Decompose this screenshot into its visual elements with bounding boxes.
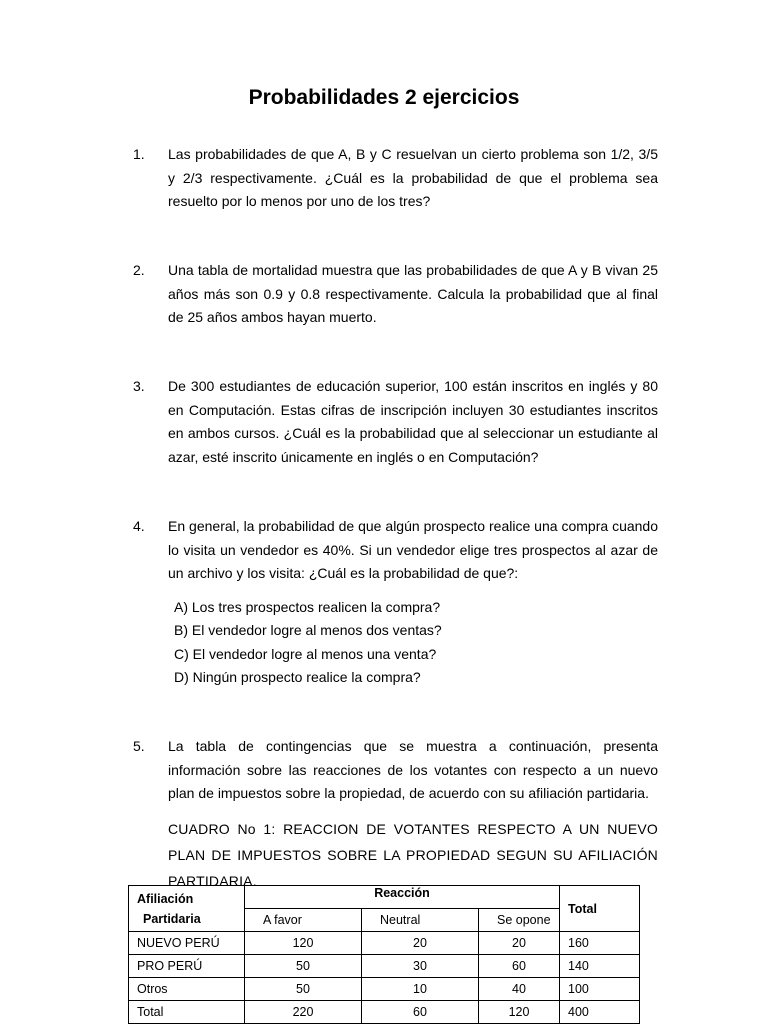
table-header-row [129,886,640,909]
exercise-text: De 300 estudiantes de educación superior, 100 están inscritos en inglés y 80 en Computación. Estas cifras de inscripción incluyen 30 estudiantes inscritos en ambos cursos. ¿Cuál es la probabilidad que al seleccionar un estudiante al azar, esté inscrito únicamente en inglés o en Computación? [168,378,658,465]
exercise-number: 3. [133,378,145,394]
cell-a-favor: 220 [245,1001,362,1024]
cell-total: 100 [560,978,640,1001]
subheader-neutral: Neutral [362,909,479,932]
row-label: Otros [129,978,245,1001]
row-label: PRO PERÚ [129,955,245,978]
table-row [129,955,640,978]
cell-se-opone: 60 [479,955,560,978]
exercise-text: En general, la probabilidad de que algún prospecto realice una compra cuando lo visita un vendedor es 40%. Si un vendedor elige tres prospectos al azar de un archivo y los visita: ¿Cuál es la probabilidad de que?: [168,518,658,581]
header-total: Total [560,886,640,932]
exercise-number: 4. [133,518,145,534]
cell-neutral: 20 [362,932,479,955]
contingency-table [128,885,640,1024]
exercise-options [174,596,658,690]
cell-a-favor: 50 [245,978,362,1001]
table-row [129,932,640,955]
header-affiliation-line-1: Afiliación [137,891,194,906]
exercise-text: Las probabilidades de que A, B y C resuelvan un cierto problema son 1/2, 3/5 y 2/3 respectivamente. ¿Cuál es la probabilidad de que el problema sea resuelto por lo menos por uno de los tres? [168,146,658,209]
cell-total: 400 [560,1001,640,1024]
cell-neutral: 60 [362,1001,479,1024]
header-affiliation [129,886,245,932]
row-label: Total [129,1001,245,1024]
header-reaction: Reacción [245,886,560,909]
cell-se-opone: 40 [479,978,560,1001]
option-item: A) Los tres prospectos realicen la compra? [174,598,441,615]
exercise-2 [133,259,658,330]
table-row [129,978,640,1001]
subheader-se-opone: Se opone [479,909,560,932]
exercise-number: 1. [133,146,145,162]
option-item: B) El vendedor logre al menos dos ventas? [174,622,442,638]
cell-total: 140 [560,955,640,978]
cell-se-opone: 20 [479,932,560,955]
option-item: C) El vendedor logre al menos una venta? [174,645,437,662]
header-affiliation-line-2: Partidaria [143,911,201,926]
document-title: Probabilidades 2 ejercicios [248,86,520,109]
cell-a-favor: 120 [245,932,362,955]
subheader-a-favor: A favor [245,909,362,932]
exercise-text: La tabla de contingencias que se muestra a continuación, presenta información sobre las reacciones de los votantes con respecto a un nuevo plan de impuestos sobre la propiedad, de acuerdo con su afiliación partidaria. [168,738,658,801]
row-label: NUEVO PERÚ [129,932,245,955]
exercise-number: 2. [133,262,145,278]
exercise-number: 5. [133,738,145,754]
option-item: D) Ningún prospecto realice la compra? [174,669,421,685]
exercise-3 [133,375,658,469]
cell-se-opone: 120 [479,1001,560,1024]
table-row [129,1001,640,1024]
exercise-5 [133,735,658,894]
cell-neutral: 10 [362,978,479,1001]
exercise-4 [133,515,658,690]
table-caption: CUADRO No 1: REACCION DE VOTANTES RESPECTO A UN NUEVO PLAN DE IMPUESTOS SOBRE LA PROPIEDAD SEGUN SU AFILIACIÓN PARTIDARIA. [168,820,658,889]
exercise-text: Una tabla de mortalidad muestra que las probabilidades de que A y B vivan 25 años más son 0.9 y 0.8 respectivamente. Calcula la probabilidad que al final de 25 años ambos hayan muerto. [168,262,658,325]
cell-total: 160 [560,932,640,955]
cell-a-favor: 50 [245,955,362,978]
exercise-1 [133,143,658,214]
cell-neutral: 30 [362,955,479,978]
